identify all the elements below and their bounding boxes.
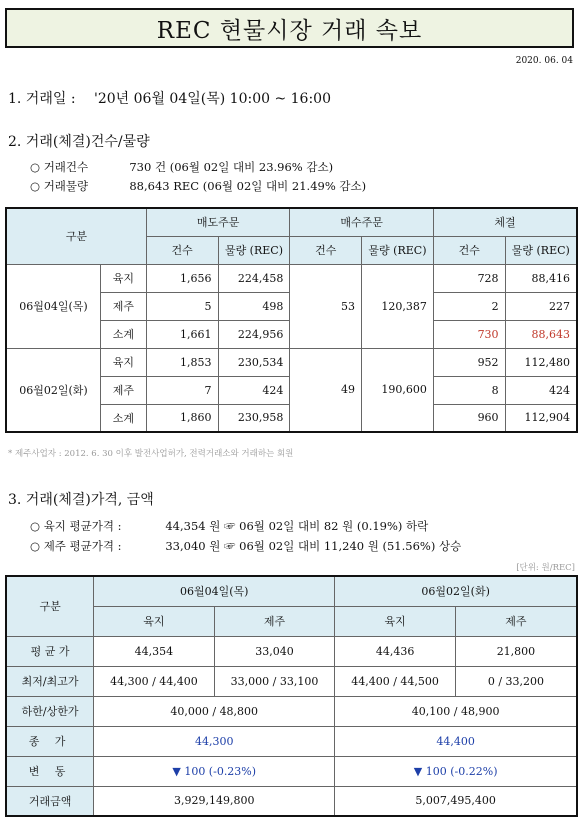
section-volume-title: 2. 거래(체결)건수/물량 [8,134,150,150]
price-cell: 21,800 [455,636,577,666]
price-cell: 44,354 [94,636,215,666]
price-cell: 33,040 [214,636,335,666]
change-cell: ▼ 100 (-0.23%) [94,756,335,786]
table-row [6,636,577,666]
row-label: 제주 [100,376,146,404]
row-label: 변 동 [6,756,94,786]
buy-volume-cell: 120,387 [362,264,434,348]
price-cell: 40,000 / 48,800 [94,696,335,726]
deal-volume-cell: 227 [505,292,577,320]
table-row [6,666,577,696]
header-sell-orders: 매도주문 [146,208,290,236]
report-date: 2020. 06. 04 [515,56,573,66]
header-jeju: 제주 [214,606,335,636]
header-deal-volume: 물량 (REC) [505,236,577,264]
table-row [6,696,577,726]
row-label: 거래금액 [6,786,94,816]
closing-price-cell: 44,400 [335,726,577,756]
trade-volume-value: 88,643 REC (06월 02일 대비 21.49% 감소) [129,179,367,193]
buy-count-cell: 53 [290,264,362,348]
deal-volume-cell: 424 [505,376,577,404]
header-deals: 체결 [433,208,577,236]
deal-volume-cell: 112,480 [505,348,577,376]
table-row [6,264,577,292]
deal-volume-cell: 88,416 [505,264,577,292]
sell-volume-cell: 224,956 [218,320,290,348]
header-jeju: 제주 [455,606,577,636]
section-trade-date-value: '20년 06월 04일(목) 10:00 ~ 16:00 [94,91,331,107]
row-label: 평 균 가 [6,636,94,666]
row-label: 육지 [100,348,146,376]
header-buy-orders: 매수주문 [290,208,433,236]
sell-count-cell: 1,853 [146,348,218,376]
header-buy-count: 건수 [290,236,362,264]
table-row [6,348,577,376]
footnote: * 제주사업자 : 2012. 6. 30 이후 발전사업허가, 전력거래소와 거래하는 회원 [8,449,294,459]
jeju-price-label: 제주 평균가격 : [43,539,122,553]
trade-volume-line [30,178,366,194]
row-label: 최저/최고가 [6,666,94,696]
table-row [6,726,577,756]
deal-count-total-cell: 730 [433,320,505,348]
header-category: 구분 [6,576,94,636]
header-land: 육지 [335,606,456,636]
unit-label: [단위: 원/REC] [516,563,575,573]
sell-count-cell: 1,860 [146,404,218,432]
price-cell: 44,400 / 44,500 [335,666,456,696]
amount-cell: 3,929,149,800 [94,786,335,816]
sell-volume-cell: 424 [218,376,290,404]
price-table [5,575,578,817]
row-label: 육지 [100,264,146,292]
deal-count-cell: 728 [433,264,505,292]
sell-count-cell: 1,656 [146,264,218,292]
price-cell: 0 / 33,200 [455,666,577,696]
section-trade-date-label: 1. 거래일 : [8,91,76,107]
sell-count-cell: 1,661 [146,320,218,348]
jeju-price-value: 33,040 원 ☞ 06월 02일 대비 11,240 원 (51.56%) 상승 [165,539,462,553]
change-cell: ▼ 100 (-0.22%) [335,756,577,786]
sell-volume-cell: 230,534 [218,348,290,376]
row-label: 소계 [100,404,146,432]
deal-count-cell: 8 [433,376,505,404]
section-price-title: 3. 거래(체결)가격, 금액 [8,492,154,508]
sell-volume-cell: 498 [218,292,290,320]
price-cell: 44,436 [335,636,456,666]
amount-cell: 5,007,495,400 [335,786,577,816]
header-buy-volume: 물량 (REC) [362,236,434,264]
trade-volume-label: 거래물량 [43,179,89,193]
land-price-label: 육지 평균가격 : [43,519,122,533]
table-row [6,756,577,786]
price-cell: 44,300 / 44,400 [94,666,215,696]
header-date-2: 06월02일(화) [335,576,577,606]
row-label: 제주 [100,292,146,320]
trade-count-label: 거래건수 [43,160,89,174]
buy-volume-cell: 190,600 [362,348,434,432]
volume-table [5,207,578,433]
closing-price-cell: 44,300 [94,726,335,756]
header-date-1: 06월04일(목) [94,576,335,606]
jeju-price-line [30,538,461,554]
deal-count-cell: 2 [433,292,505,320]
land-price-line [30,518,428,534]
group-date: 06월02일(화) [6,348,100,432]
buy-count-cell: 49 [290,348,362,432]
deal-count-cell: 952 [433,348,505,376]
deal-volume-total-cell: 88,643 [505,320,577,348]
trade-count-line [30,159,333,175]
sell-volume-cell: 230,958 [218,404,290,432]
row-label: 하한/상한가 [6,696,94,726]
header-land: 육지 [94,606,215,636]
deal-volume-cell: 112,904 [505,404,577,432]
header-sell-count: 건수 [146,236,218,264]
report-title: REC 현물시장 거래 속보 [5,8,574,48]
header-sell-volume: 물량 (REC) [218,236,290,264]
price-cell: 33,000 / 33,100 [214,666,335,696]
trade-count-value: 730 건 (06월 02일 대비 23.96% 감소) [129,160,334,174]
sell-count-cell: 7 [146,376,218,404]
jeju-price-bullet: ○ [30,539,41,553]
section-trade-date [8,88,331,108]
header-category: 구분 [6,208,146,264]
group-date: 06월04일(목) [6,264,100,348]
header-deal-count: 건수 [433,236,505,264]
trade-count-bullet: ○ [30,160,41,174]
land-price-bullet: ○ [30,519,41,533]
sell-count-cell: 5 [146,292,218,320]
row-label: 종 가 [6,726,94,756]
land-price-value: 44,354 원 ☞ 06월 02일 대비 82 원 (0.19%) 하락 [165,519,429,533]
deal-count-cell: 960 [433,404,505,432]
row-label: 소계 [100,320,146,348]
sell-volume-cell: 224,458 [218,264,290,292]
trade-volume-bullet: ○ [30,179,41,193]
price-cell: 40,100 / 48,900 [335,696,577,726]
